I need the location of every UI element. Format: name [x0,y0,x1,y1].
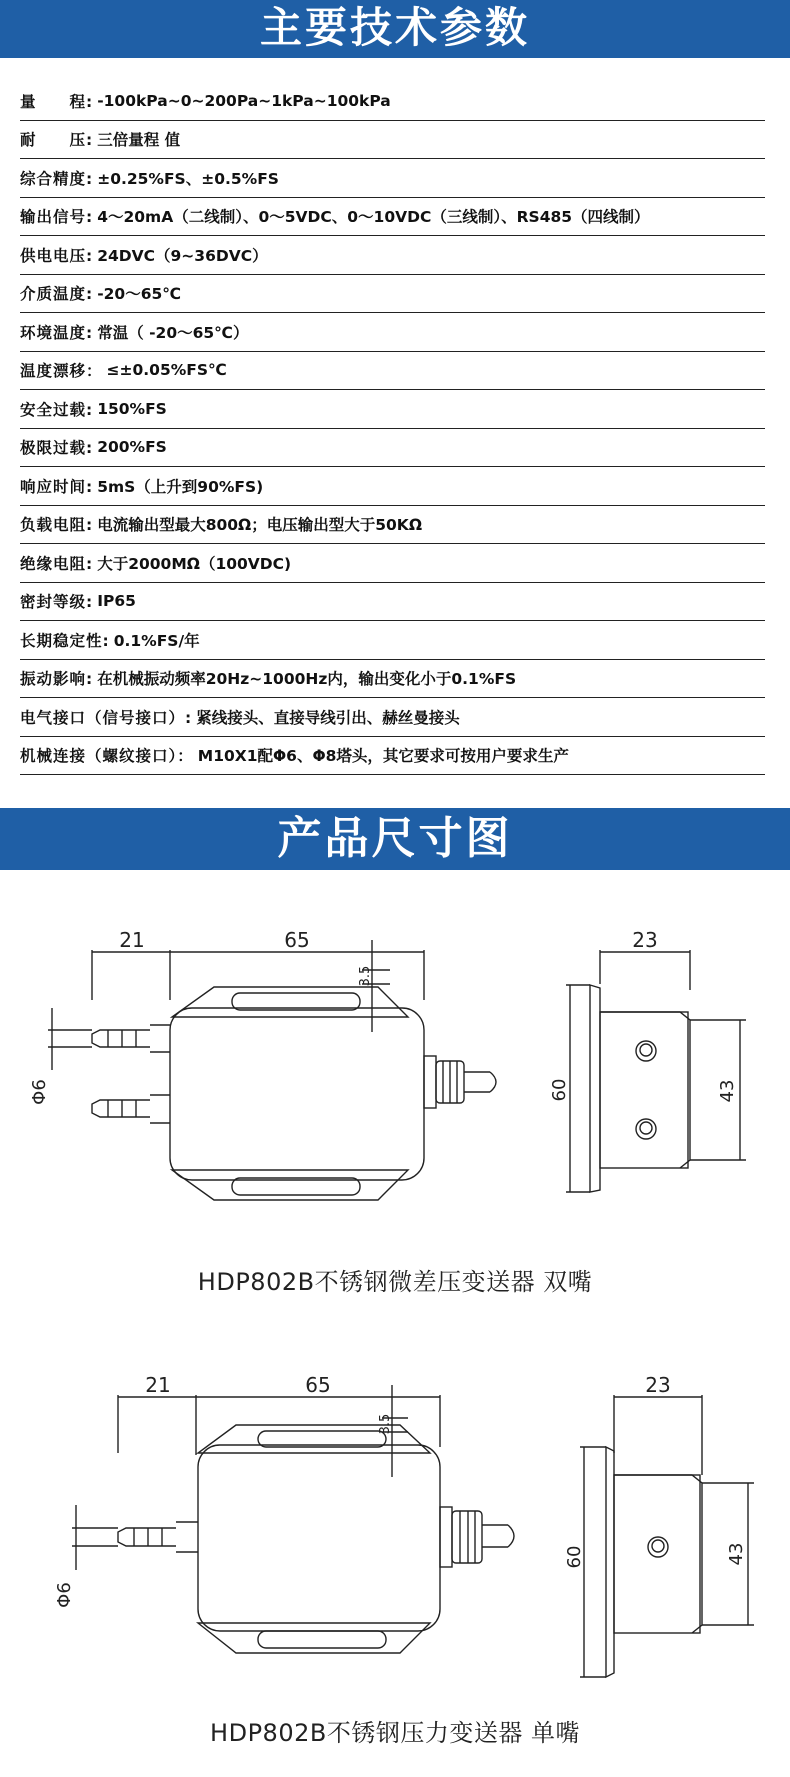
spec-row [20,621,765,660]
spec-row [20,198,765,237]
spec-value: -20～65℃ [97,285,182,304]
spec-value: 150%FS [97,399,167,418]
spec-label: 极限过载: [20,439,94,458]
spec-row [20,352,765,391]
spec-row [20,82,765,121]
spec-table [20,82,765,775]
dim-depth: 23 [645,1373,671,1397]
section-title: 主要技术参数 [259,3,530,52]
side-view [549,928,746,1192]
spec-row [20,121,765,160]
dim-diameter: Φ6 [29,1079,50,1105]
spec-label: 振动影响: [20,670,94,689]
front-view [54,1373,514,1653]
spec-value: 0.1%FS/年 [113,631,200,650]
dim-body-width: 65 [284,928,310,952]
spec-value: M10X1配Φ6、Φ8塔头，其它要求可按用户要求生产 [197,747,569,766]
spec-value: 大于2000MΩ（100VDC) [97,554,292,573]
spec-row [20,544,765,583]
dim-depth: 23 [632,928,658,952]
drawing-single-port [54,1373,754,1677]
section-banner-specs [0,0,790,58]
spec-row [20,583,765,622]
spec-value: 三倍量程 值 [97,131,181,150]
spec-row [20,506,765,545]
spec-row [20,390,765,429]
spec-value: IP65 [97,592,136,611]
spec-label: 量 程: [20,92,94,111]
spec-label: 安全过载: [20,400,94,419]
cable-gland [440,1507,514,1567]
spec-value: 200%FS [97,438,167,457]
dim-port-length: 21 [119,928,145,952]
spec-row [20,313,765,352]
spec-label: 长期稳定性: [20,631,110,650]
dim-flange: 3.5 [358,965,373,987]
spec-label: 密封等级: [20,593,94,612]
cable-gland [424,1056,496,1108]
spec-label: 绝缘电阻: [20,554,94,573]
spec-label: 耐 压: [20,131,94,150]
section-banner-dimensions [0,808,790,870]
dim-port-length: 21 [145,1373,171,1397]
spec-label: 负载电阻: [20,516,94,535]
side-view [564,1373,754,1677]
port-lower [92,1095,170,1123]
port-upper [92,1025,170,1052]
spec-row [20,737,765,776]
dim-diameter: Φ6 [54,1582,75,1608]
drawing-caption-single: HDP802B不锈钢压力变送器 单嘴 [210,1719,580,1747]
spec-row [20,660,765,699]
spec-value: 紧线接头、直接导线引出、赫丝曼接头 [196,708,460,727]
dimension-drawings [0,880,790,1777]
dim-height-total: 60 [549,1078,570,1102]
drawing-caption-double: HDP802B不锈钢微差压变送器 双嘴 [197,1268,593,1296]
spec-value: 常温（ -20～65℃） [97,323,249,342]
spec-label: 供电电压: [20,246,94,265]
spec-value: 电流输出型最大800Ω；电压输出型大于50KΩ [97,516,422,535]
spec-label: 环境温度: [20,323,94,342]
section-title: 产品尺寸图 [277,813,513,864]
spec-label: 温度漂移： [20,362,103,381]
spec-value: 24DVC（9~36DVC） [97,246,268,265]
dim-height-total: 60 [564,1545,585,1569]
spec-label: 响应时间: [20,477,94,496]
spec-value: ≤±0.05%FS℃ [106,361,227,380]
spec-value: -100kPa~0~200Pa~1kPa~100kPa [97,91,391,110]
spec-value: 5mS（上升到90%FS) [97,477,264,496]
spec-row [20,236,765,275]
dim-body-width: 65 [305,1373,331,1397]
spec-value: 在机械振动频率20Hz~1000Hz内，输出变化小于0.1%FS [97,670,517,689]
spec-row [20,698,765,737]
spec-row [20,275,765,314]
spec-value: ±0.25%FS、±0.5%FS [97,169,279,188]
spec-label: 电气接口（信号接口）: [20,708,193,727]
spec-row [20,429,765,468]
spec-row [20,467,765,506]
spec-row [20,159,765,198]
spec-value: 4～20mA（二线制）、0～5VDC、0～10VDC（三线制）、RS485（四线制） [97,208,650,227]
dim-height-body: 43 [726,1542,747,1566]
spec-label: 综合精度: [20,169,94,188]
spec-label: 输出信号: [20,208,94,227]
dim-height-body: 43 [717,1079,738,1103]
spec-label: 介质温度: [20,285,94,304]
drawing-double-port [29,928,746,1200]
port [118,1522,198,1552]
spec-label: 机械连接（螺纹接口）： [20,747,194,766]
dim-flange: 3.5 [378,1413,393,1435]
front-view [29,928,496,1200]
